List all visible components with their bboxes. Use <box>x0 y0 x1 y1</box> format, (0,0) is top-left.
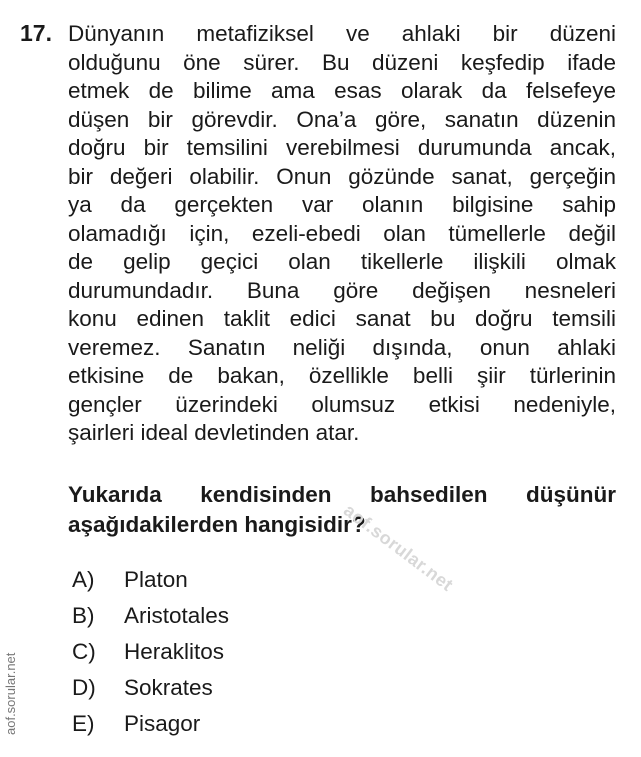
question-line: ya da gerçekten var olanın bilgisine sahip <box>68 192 616 217</box>
option-e[interactable] <box>72 706 229 742</box>
question-line: veremez. Sanatın neliği dışında, onun ahlaki <box>68 334 616 360</box>
question-line: olamadığı için, ezeli-ebedi olan tümellerle değil <box>68 220 616 246</box>
question-text <box>68 20 616 448</box>
question-line: şairleri ideal devletinden atar. <box>68 420 360 445</box>
option-text: Sokrates <box>124 675 213 700</box>
prompt-line: Yukarıda kendisinden bahsedilen düşünür <box>68 482 616 507</box>
question-prompt <box>68 480 616 540</box>
option-b[interactable] <box>72 598 229 634</box>
option-letter: E) <box>72 711 95 736</box>
option-c[interactable] <box>72 634 229 670</box>
option-letter: D) <box>72 675 96 700</box>
option-a[interactable] <box>72 562 229 598</box>
option-text: Platon <box>124 567 188 592</box>
question-line: durumundadır. Buna göre değişen nesneleri <box>68 277 616 303</box>
question-line: etmek de bilime ama esas olarak da felsefeye <box>68 78 616 103</box>
option-d[interactable] <box>72 670 229 706</box>
question-line: konu edinen taklit edici sanat bu doğru temsili <box>68 306 616 331</box>
option-letter: C) <box>72 639 96 664</box>
center-watermark: aof.sorular.net <box>339 500 458 596</box>
question-line: olduğunu öne sürer. Bu düzeni keşfedip ifade <box>68 49 616 75</box>
question-line: bir değeri olabilir. Onun gözünde sanat, gerçeğin <box>68 163 616 189</box>
option-text: Pisagor <box>124 711 201 736</box>
side-watermark: aof.sorular.net <box>3 652 18 735</box>
option-letter: B) <box>72 603 95 628</box>
question-line: de gelip geçici olan tikellerle ilişkili olmak <box>68 249 616 274</box>
question-line: doğru bir temsilini verebilmesi durumunda ancak, <box>68 135 616 160</box>
option-text: Heraklitos <box>124 639 225 664</box>
question-line: Dünyanın metafiziksel ve ahlaki bir düzeni <box>68 21 616 46</box>
option-letter: A) <box>72 567 95 592</box>
option-text: Aristotales <box>124 603 230 628</box>
prompt-line: aşağıdakilerden hangisidir? <box>68 512 366 537</box>
question-line: düşen bir görevdir. Ona’a göre, sanatın düzenin <box>68 106 616 132</box>
question-line: etkisine de bakan, özellikle belli şiir türlerinin <box>68 363 616 388</box>
question-line: gençler üzerindeki olumsuz etkisi nedeniyle, <box>68 391 616 417</box>
question-number: 17. <box>20 20 52 46</box>
answer-options <box>72 562 229 742</box>
